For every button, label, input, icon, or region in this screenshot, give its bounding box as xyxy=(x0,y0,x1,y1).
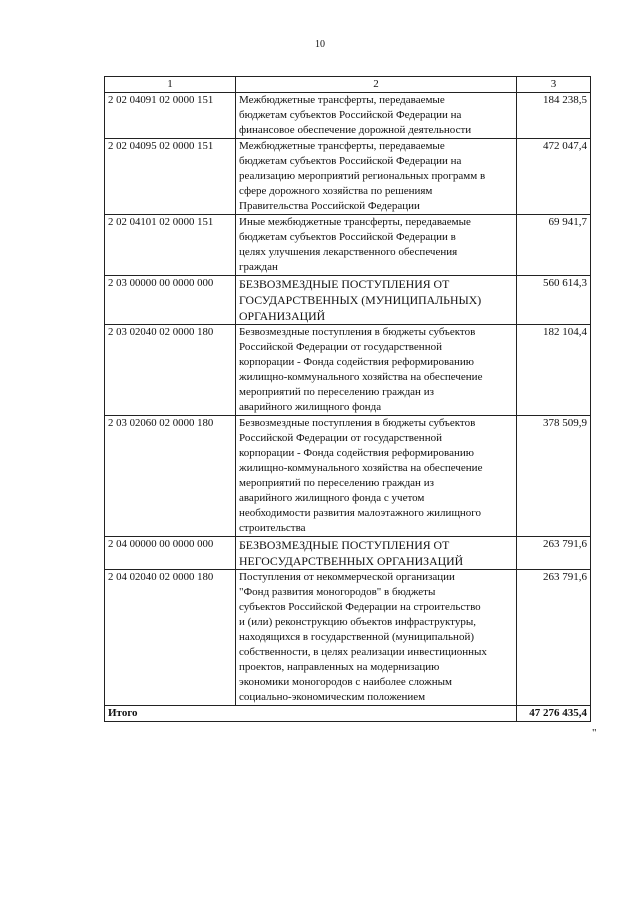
section-row xyxy=(105,537,591,570)
budget-code: 2 02 04091 02 0000 151 xyxy=(105,93,236,139)
budget-code: 2 02 04095 02 0000 151 xyxy=(105,139,236,215)
section-name: БЕЗВОЗМЕЗДНЫЕ ПОСТУПЛЕНИЯ ОТ НЕГОСУДАРСТВЕННЫХ ОРГАНИЗАЦИЙ xyxy=(236,537,517,570)
table-row xyxy=(105,93,591,139)
revenue-amount: 472 047,4 xyxy=(517,139,591,215)
budget-code: 2 04 00000 00 0000 000 xyxy=(105,537,236,570)
section-amount: 560 614,3 xyxy=(517,276,591,325)
column-header-1: 1 xyxy=(105,77,236,93)
revenue-amount: 182 104,4 xyxy=(517,325,591,416)
budget-code: 2 03 00000 00 0000 000 xyxy=(105,276,236,325)
budget-code: 2 03 02060 02 0000 180 xyxy=(105,416,236,537)
revenue-name: Межбюджетные трансферты, передаваемые бюджетам субъектов Российской Федерации на финансовое обеспечение дорожной деятельности xyxy=(236,93,517,139)
column-header-2: 2 xyxy=(236,77,517,93)
revenue-name: Безвозмездные поступления в бюджеты субъектов Российской Федерации от государственной корпорации - Фонда содействия реформированию жилищно-коммунального хозяйства на обеспечение мероприятий по переселению граждан из аварийного жилищного фонда xyxy=(236,325,517,416)
revenue-name: Безвозмездные поступления в бюджеты субъектов Российской Федерации от государственной корпорации - Фонда содействия реформированию жилищно-коммунального хозяйства на обеспечение мероприятий по переселению граждан из аварийного жилищного фонда с учетом необходимости развития малоэтажного жилищного строительства xyxy=(236,416,517,537)
total-amount: 47 276 435,4 xyxy=(517,706,591,722)
page-number: 10 xyxy=(315,39,325,50)
revenue-name: Поступления от некоммерческой организации "Фонд развития моногородов" в бюджеты субъектов Российской Федерации на строительство и (или) реконструкцию объектов инфраструктуры, находящихся в государственной (муниципальной) собственности, в целях реализации инвестиционных проектов, направленных на модернизацию экономики моногородов с наиболее сложным социально-экономическим положением xyxy=(236,570,517,706)
table-row xyxy=(105,215,591,276)
revenue-table xyxy=(104,76,591,722)
table-row xyxy=(105,325,591,416)
total-label: Итого xyxy=(105,706,517,722)
revenue-name: Межбюджетные трансферты, передаваемые бюджетам субъектов Российской Федерации на реализацию мероприятий региональных программ в сфере дорожного хозяйства по решениям Правительства Российской Федерации xyxy=(236,139,517,215)
revenue-amount: 378 509,9 xyxy=(517,416,591,537)
total-row xyxy=(105,706,591,722)
table-row xyxy=(105,139,591,215)
section-amount: 263 791,6 xyxy=(517,537,591,570)
revenue-amount: 263 791,6 xyxy=(517,570,591,706)
revenue-name: Иные межбюджетные трансферты, передаваемые бюджетам субъектов Российской Федерации в целях улучшения лекарственного обеспечения граждан xyxy=(236,215,517,276)
table-row xyxy=(105,570,591,706)
table-row xyxy=(105,416,591,537)
budget-code: 2 02 04101 02 0000 151 xyxy=(105,215,236,276)
budget-code: 2 04 02040 02 0000 180 xyxy=(105,570,236,706)
section-row xyxy=(105,276,591,325)
column-header-3: 3 xyxy=(517,77,591,93)
revenue-amount: 69 941,7 xyxy=(517,215,591,276)
section-name: БЕЗВОЗМЕЗДНЫЕ ПОСТУПЛЕНИЯ ОТ ГОСУДАРСТВЕННЫХ (МУНИЦИПАЛЬНЫХ) ОРГАНИЗАЦИЙ xyxy=(236,276,517,325)
header-row xyxy=(105,77,591,93)
closing-quote: " xyxy=(592,727,597,739)
revenue-amount: 184 238,5 xyxy=(517,93,591,139)
budget-code: 2 03 02040 02 0000 180 xyxy=(105,325,236,416)
